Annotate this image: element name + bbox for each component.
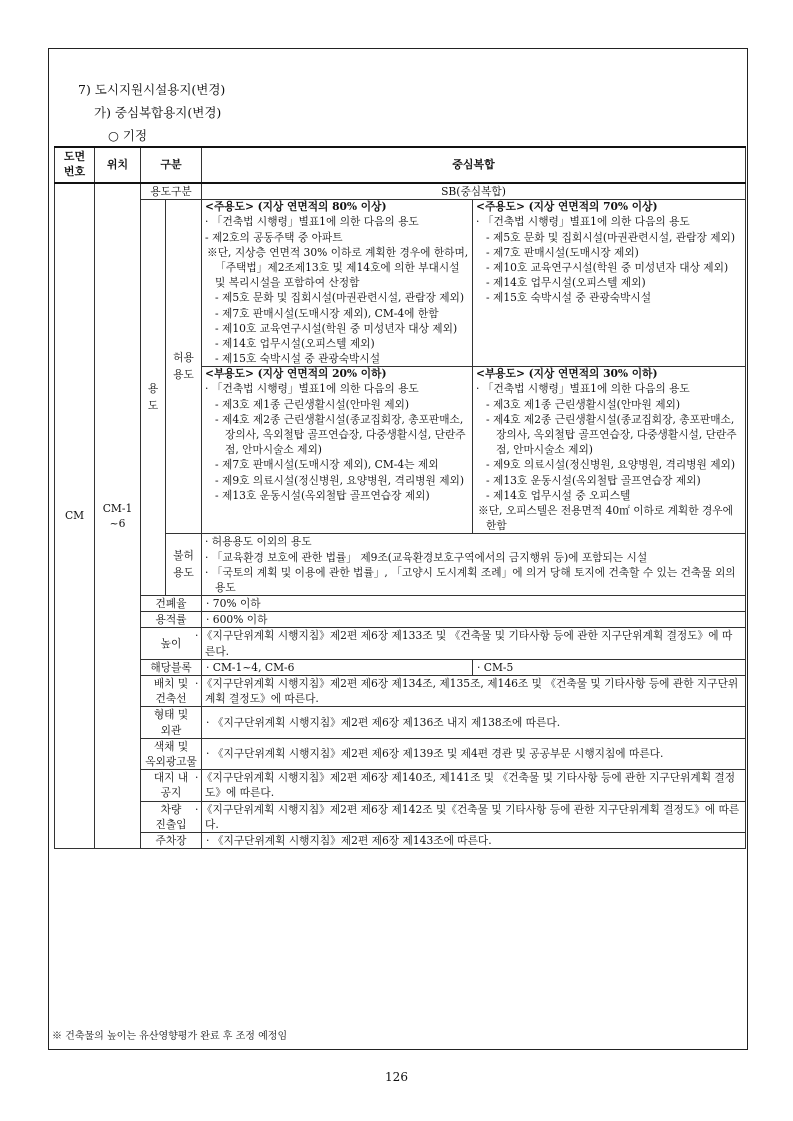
height-label: 높이 bbox=[141, 628, 202, 659]
list-item: - 제2호의 공동주택 중 아파트 bbox=[205, 230, 343, 244]
list-item: - 제13호 운동시설(옥외철탑 골프연습장 제외) bbox=[215, 488, 430, 502]
list-item: - 제5호 문화 및 집회시설(마권관련시설, 관람장 제외) bbox=[486, 230, 736, 244]
table-header-row bbox=[55, 147, 746, 183]
list-item: · 「건축법 시행령」별표1에 의한 다음의 용도 bbox=[476, 382, 690, 396]
list-item: - 제9호 의료시설(정신병원, 요양병원, 격리병원 제외) bbox=[215, 473, 465, 487]
sub-use-right-cell bbox=[473, 367, 746, 534]
list-item: - 제7호 판매시설(도매시장 제외), CM-4는 제외 bbox=[215, 458, 439, 472]
list-item: - 제13호 운동시설(옥외철탑 골프연습장 제외) bbox=[486, 473, 701, 487]
list-item: - 제14호 업무시설(오피스텔 제외) bbox=[215, 336, 375, 350]
placement-label: 배치 및 건축선 bbox=[141, 676, 202, 707]
form-value: · 《지구단위계획 시행지침》제2편 제6장 제136조 내지 제138조에 따른다. bbox=[202, 707, 746, 738]
table-row bbox=[55, 707, 746, 738]
color-value: · 《지구단위계획 시행지침》제2편 제6장 제139조 및 제4편 경관 및 공공부문 시행지침에 따른다. bbox=[202, 738, 746, 769]
list-item: ※단, 지상층 연면적 30% 이하로 계획한 경우에 한하며, 「주택법」제2조제13호 및 제14호에 의한 부대시설 및 복리시설을 포함하여 산정함 bbox=[207, 245, 469, 290]
placement-value: · 《지구단위계획 시행지침》제2편 제6장 제134조, 제135조, 제146조 및 《건축물 및 기타사항 등에 관한 지구단위계획 결정도》에 따른다. bbox=[202, 676, 746, 707]
table-row bbox=[55, 770, 746, 801]
list-item: ※단, 오피스텔은 전용면적 40㎡ 이하로 계획한 경우에 한함 bbox=[478, 503, 733, 533]
header-location: 위치 bbox=[95, 147, 141, 183]
use-category-label: 용도구분 bbox=[141, 183, 202, 200]
color-label: 색채 및 옥외광고물 bbox=[141, 738, 202, 769]
table-row bbox=[55, 183, 746, 200]
list-item: - 제15호 숙박시설 중 관광숙박시설 bbox=[215, 352, 381, 366]
use-label: 용 도 bbox=[141, 200, 166, 596]
list-item: - 제3호 제1종 근린생활시설(안마원 제외) bbox=[215, 397, 410, 411]
drawing-code-cell: CM bbox=[55, 183, 95, 849]
list-item: - 제14호 업무시설(오피스텔 제외) bbox=[486, 276, 646, 290]
coverage-value: · 70% 이하 bbox=[202, 596, 746, 612]
table-row bbox=[55, 832, 746, 848]
main-use-left-cell bbox=[202, 200, 473, 367]
page-number: 126 bbox=[385, 1070, 408, 1084]
vehicle-access-value: · 《지구단위계획 시행지침》제2편 제6장 제142조 및《건축물 및 기타사항 등에 관한 지구단위계획 결정도》에 따른다. bbox=[202, 801, 746, 832]
main-use-left-title: <주용도> (지상 연면적의 80% 이상) bbox=[205, 200, 387, 214]
list-item: - 제7호 판매시설(도매시장 제외), CM-4에 한함 bbox=[215, 306, 439, 320]
block-right-value: · CM-5 bbox=[473, 659, 746, 675]
prohibited-use-cell bbox=[202, 534, 746, 596]
parking-label: 주차장 bbox=[141, 832, 202, 848]
main-use-right-cell bbox=[473, 200, 746, 367]
list-item: · 「건축법 시행령」별표1에 의한 다음의 용도 bbox=[205, 382, 419, 396]
table-row bbox=[55, 628, 746, 659]
location-cell: CM-1 ~6 bbox=[95, 183, 141, 849]
list-item: · 「건축법 시행령」별표1에 의한 다음의 용도 bbox=[476, 215, 690, 229]
list-item: - 제10호 교육연구시설(학원 중 미성년자 대상 제외) bbox=[215, 321, 458, 335]
table-row bbox=[55, 676, 746, 707]
header-category: 구분 bbox=[141, 147, 202, 183]
list-item: - 제5호 문화 및 집회시설(마권관련시설, 관람장 제외) bbox=[215, 291, 465, 305]
zoning-table bbox=[54, 146, 746, 849]
use-category-value: SB(중심복합) bbox=[202, 183, 746, 200]
list-item: · 허용용도 이외의 용도 bbox=[205, 535, 312, 549]
block-left-value: · CM-1~4, CM-6 bbox=[202, 659, 473, 675]
list-item: · 「건축법 시행령」별표1에 의한 다음의 용도 bbox=[205, 215, 419, 229]
list-item: · 「교육환경 보호에 관한 법률」 제9조(교육환경보호구역에서의 금지행위 등)에 포함되는 시설 bbox=[205, 550, 648, 564]
list-item: - 제3호 제1종 근린생활시설(안마원 제외) bbox=[486, 397, 681, 411]
allowed-use-label: 허용 용도 bbox=[166, 200, 202, 534]
header-drawing-no: 도면 번호 bbox=[55, 147, 95, 183]
list-item: - 제4호 제2종 근린생활시설(종교집회장, 총포판매소, 장의사, 옥외철탑 골프연습장, 다중생활시설, 단란주점, 안마시술소 제외) bbox=[215, 412, 466, 457]
far-value: · 600% 이하 bbox=[202, 612, 746, 628]
list-item: - 제4호 제2종 근린생활시설(종교집회장, 총포판매소, 장의사, 옥외철탑 골프연습장, 다중생활시설, 단란주점, 안마시술소 제외) bbox=[486, 412, 737, 457]
form-label: 형태 및 외관 bbox=[141, 707, 202, 738]
table-row bbox=[55, 596, 746, 612]
table-row bbox=[55, 738, 746, 769]
block-label: 해당블록 bbox=[141, 659, 202, 675]
table-row bbox=[55, 801, 746, 832]
sub-use-left-cell bbox=[202, 367, 473, 534]
height-value: · 《지구단위계획 시행지침》제2편 제6장 제133조 및 《건축물 및 기타사항 등에 관한 지구단위계획 결정도》에 따른다. bbox=[202, 628, 746, 659]
table-row bbox=[55, 200, 746, 367]
list-item: - 제7호 판매시설(도매시장 제외) bbox=[486, 245, 639, 259]
footnote: ※ 건축물의 높이는 유산영향평가 완료 후 조정 예정임 bbox=[52, 1031, 288, 1042]
list-item: - 제10호 교육연구시설(학원 중 미성년자 대상 제외) bbox=[486, 260, 729, 274]
prohibited-use-label: 불허 용도 bbox=[166, 534, 202, 596]
main-use-right-title: <주용도> (지상 연면적의 70% 이상) bbox=[476, 200, 658, 214]
parking-value: · 《지구단위계획 시행지침》제2편 제6장 제143조에 따른다. bbox=[202, 832, 746, 848]
open-space-label: 대지 내 공지 bbox=[141, 770, 202, 801]
table-row bbox=[55, 612, 746, 628]
heading-status: ○ 기정 bbox=[108, 128, 148, 143]
open-space-value: · 《지구단위계획 시행지침》제2편 제6장 제140조, 제141조 및 《건축물 및 기타사항 등에 관한 지구단위계획 결정도》에 따른다. bbox=[202, 770, 746, 801]
sub-use-left-title: <부용도> (지상 연면적의 20% 이하) bbox=[205, 367, 387, 381]
list-item: - 제15호 숙박시설 중 관광숙박시설 bbox=[486, 291, 652, 305]
table-row bbox=[55, 659, 746, 675]
heading-subsection: 가) 중심복합용지(변경) bbox=[94, 105, 222, 120]
vehicle-access-label: 차량 진출입 bbox=[141, 801, 202, 832]
list-item: - 제14호 업무시설 중 오피스텔 bbox=[486, 488, 631, 502]
coverage-label: 건폐율 bbox=[141, 596, 202, 612]
heading-section: 7) 도시지원시설용지(변경) bbox=[78, 82, 226, 97]
header-central-mixed: 중심복합 bbox=[202, 147, 746, 183]
far-label: 용적률 bbox=[141, 612, 202, 628]
list-item: - 제9호 의료시설(정신병원, 요양병원, 격리병원 제외) bbox=[486, 458, 736, 472]
list-item: · 「국토의 계획 및 이용에 관한 법률」, 「고양시 도시계획 조례」에 의거 당해 토지에 건축할 수 있는 건축물 외의 용도 bbox=[205, 565, 736, 594]
sub-use-right-title: <부용도> (지상 연면적의 30% 이하) bbox=[476, 367, 658, 381]
